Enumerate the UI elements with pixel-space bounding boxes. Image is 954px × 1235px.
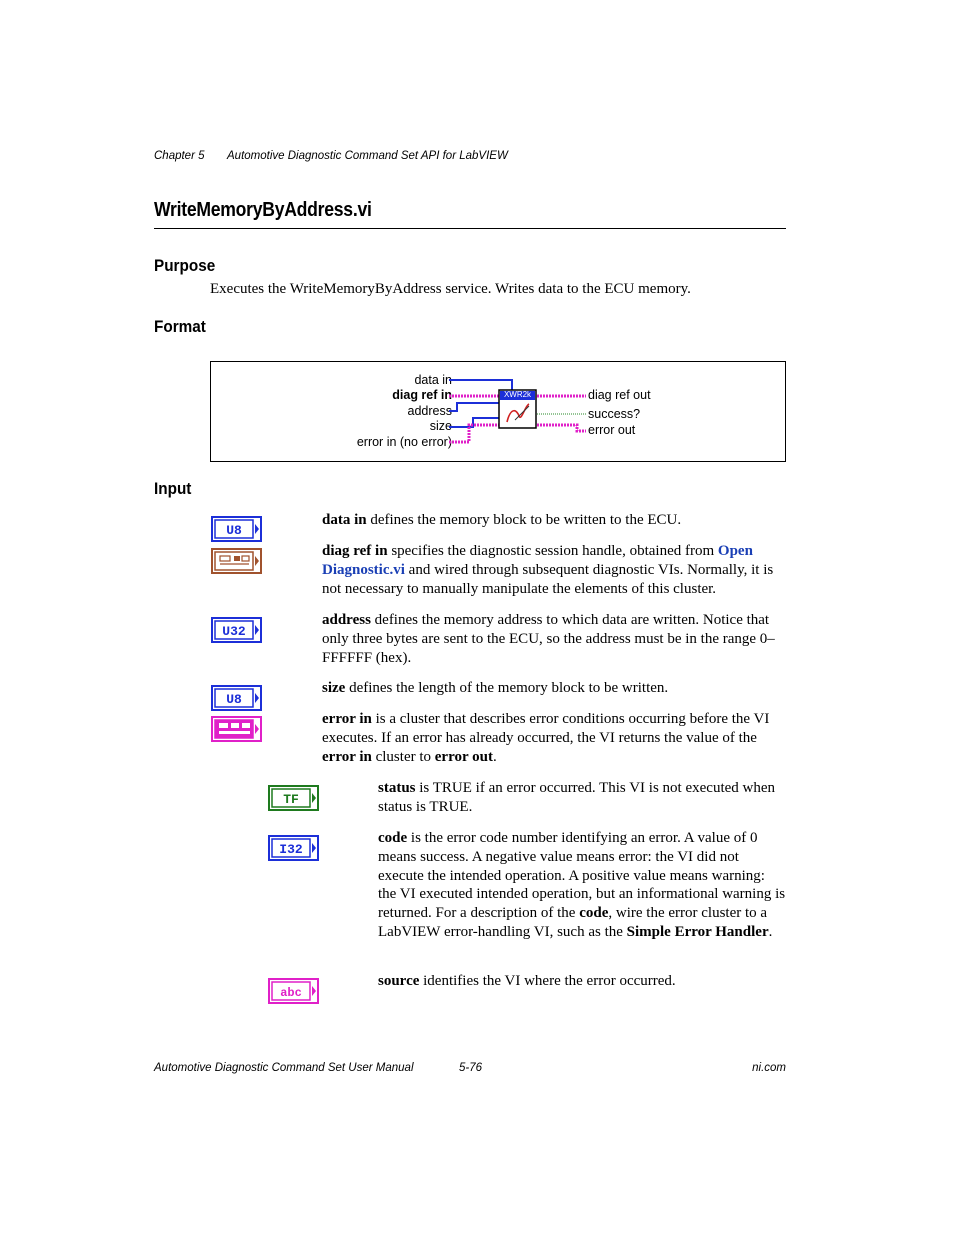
subparam-code: [378, 829, 786, 942]
param-text: defines the memory address to which data are written. Notice that only three bytes are sent to the ECU, so the address must be in the range 0–FFFFFF (hex).: [322, 612, 775, 666]
format-heading: Format: [154, 317, 206, 336]
footer-page-number: 5-76: [459, 1062, 483, 1074]
param-text: specifies the diagnostic session handle, obtained from: [387, 543, 718, 559]
param-name: error in: [322, 711, 372, 727]
param-bold: Simple Error Handler: [626, 923, 769, 940]
param-text: .: [492, 748, 497, 765]
param-error-in: [322, 710, 786, 766]
title-rule: [154, 228, 786, 229]
footer-website: ni.com: [752, 1062, 786, 1074]
param-diag-ref-in: [322, 542, 786, 598]
svg-text:U32: U32: [222, 624, 246, 639]
terminal-label-diag-ref-in: diag ref in: [392, 388, 452, 402]
connector-wires: [211, 362, 785, 461]
svg-text:TF: TF: [283, 792, 299, 807]
param-name: address: [322, 612, 371, 628]
param-name: diag ref in: [322, 543, 388, 559]
param-name: source: [378, 973, 420, 989]
format-diagram-box: [210, 361, 786, 462]
open-diagnostic-link[interactable]: Open Diagnostic.vi: [322, 543, 753, 578]
page-title: WriteMemoryByAddress.vi: [154, 199, 372, 221]
terminal-label-success: success?: [588, 407, 641, 421]
cluster-ref-icon: [211, 548, 263, 576]
cluster-error-icon: [211, 716, 263, 744]
running-header: [154, 150, 508, 162]
purpose-heading: Purpose: [154, 256, 216, 275]
param-text: defines the length of the memory block to be written.: [345, 680, 669, 696]
param-text: is a cluster that describes error conditions occurring before the VI executes. If an error has already occurred, the VI returns the value of the: [322, 711, 770, 746]
param-bold: error out: [434, 748, 493, 765]
param-bold: error in: [322, 748, 372, 765]
param-text: is the error code number identifying an error. A value of 0 means success. A negative value means error: the VI did not execute the intended operation. A positive value means warning: the VI executed intended operation, but an informational warning is returned. For a description of the: [378, 830, 786, 922]
param-size: [322, 679, 786, 698]
param-text: identifies the VI where the error occurred.: [419, 973, 676, 989]
terminal-label-diag-ref-out: diag ref out: [588, 388, 651, 402]
svg-text:abc: abc: [280, 986, 302, 1000]
param-name: size: [322, 680, 346, 696]
terminal-label-error-in: error in (no error): [356, 435, 452, 449]
subparam-source: [378, 972, 786, 991]
param-name: status: [378, 780, 416, 796]
param-address: [322, 611, 786, 667]
param-text: .: [768, 923, 773, 940]
vi-icon-label: XWR2k: [503, 390, 532, 399]
u32-icon: [211, 617, 263, 645]
subparam-status: [378, 779, 786, 817]
svg-text:I32: I32: [279, 842, 303, 857]
string-icon: [268, 978, 320, 1006]
chapter-number: Chapter 5: [154, 150, 205, 162]
terminal-label-error-out: error out: [588, 423, 636, 437]
param-text: and wired through subsequent diagnostic VIs. Normally, it is not necessary to manually manipulate the elements of this cluster.: [322, 561, 774, 597]
param-name: code: [378, 830, 408, 846]
param-text: is TRUE if an error occurred. This VI is not executed when status is TRUE.: [378, 780, 776, 815]
footer-manual-title: Automotive Diagnostic Command Set User Manual: [154, 1062, 414, 1074]
param-text: , wire the error cluster to a LabVIEW error-handling VI, such as the: [378, 905, 768, 940]
terminal-label-size: size: [429, 419, 452, 433]
svg-text:U8: U8: [226, 692, 242, 707]
i32-icon: [268, 835, 320, 863]
param-data-in: [322, 511, 786, 530]
svg-text:U8: U8: [226, 523, 242, 538]
u8-size-icon: [211, 685, 263, 713]
u8-icon: [211, 516, 263, 544]
terminal-label-data-in: data in: [414, 373, 452, 387]
input-heading: Input: [154, 479, 192, 498]
purpose-text: Executes the WriteMemoryByAddress service. Writes data to the ECU memory.: [210, 281, 691, 297]
terminal-label-address: address: [407, 404, 452, 418]
param-text: defines the memory block to be written to the ECU.: [366, 512, 682, 528]
param-text: cluster to: [371, 748, 435, 765]
param-bold: code: [579, 905, 609, 922]
tf-icon: [268, 785, 320, 813]
param-name: data in: [322, 512, 367, 528]
chapter-title: Automotive Diagnostic Command Set API for LabVIEW: [227, 150, 508, 162]
